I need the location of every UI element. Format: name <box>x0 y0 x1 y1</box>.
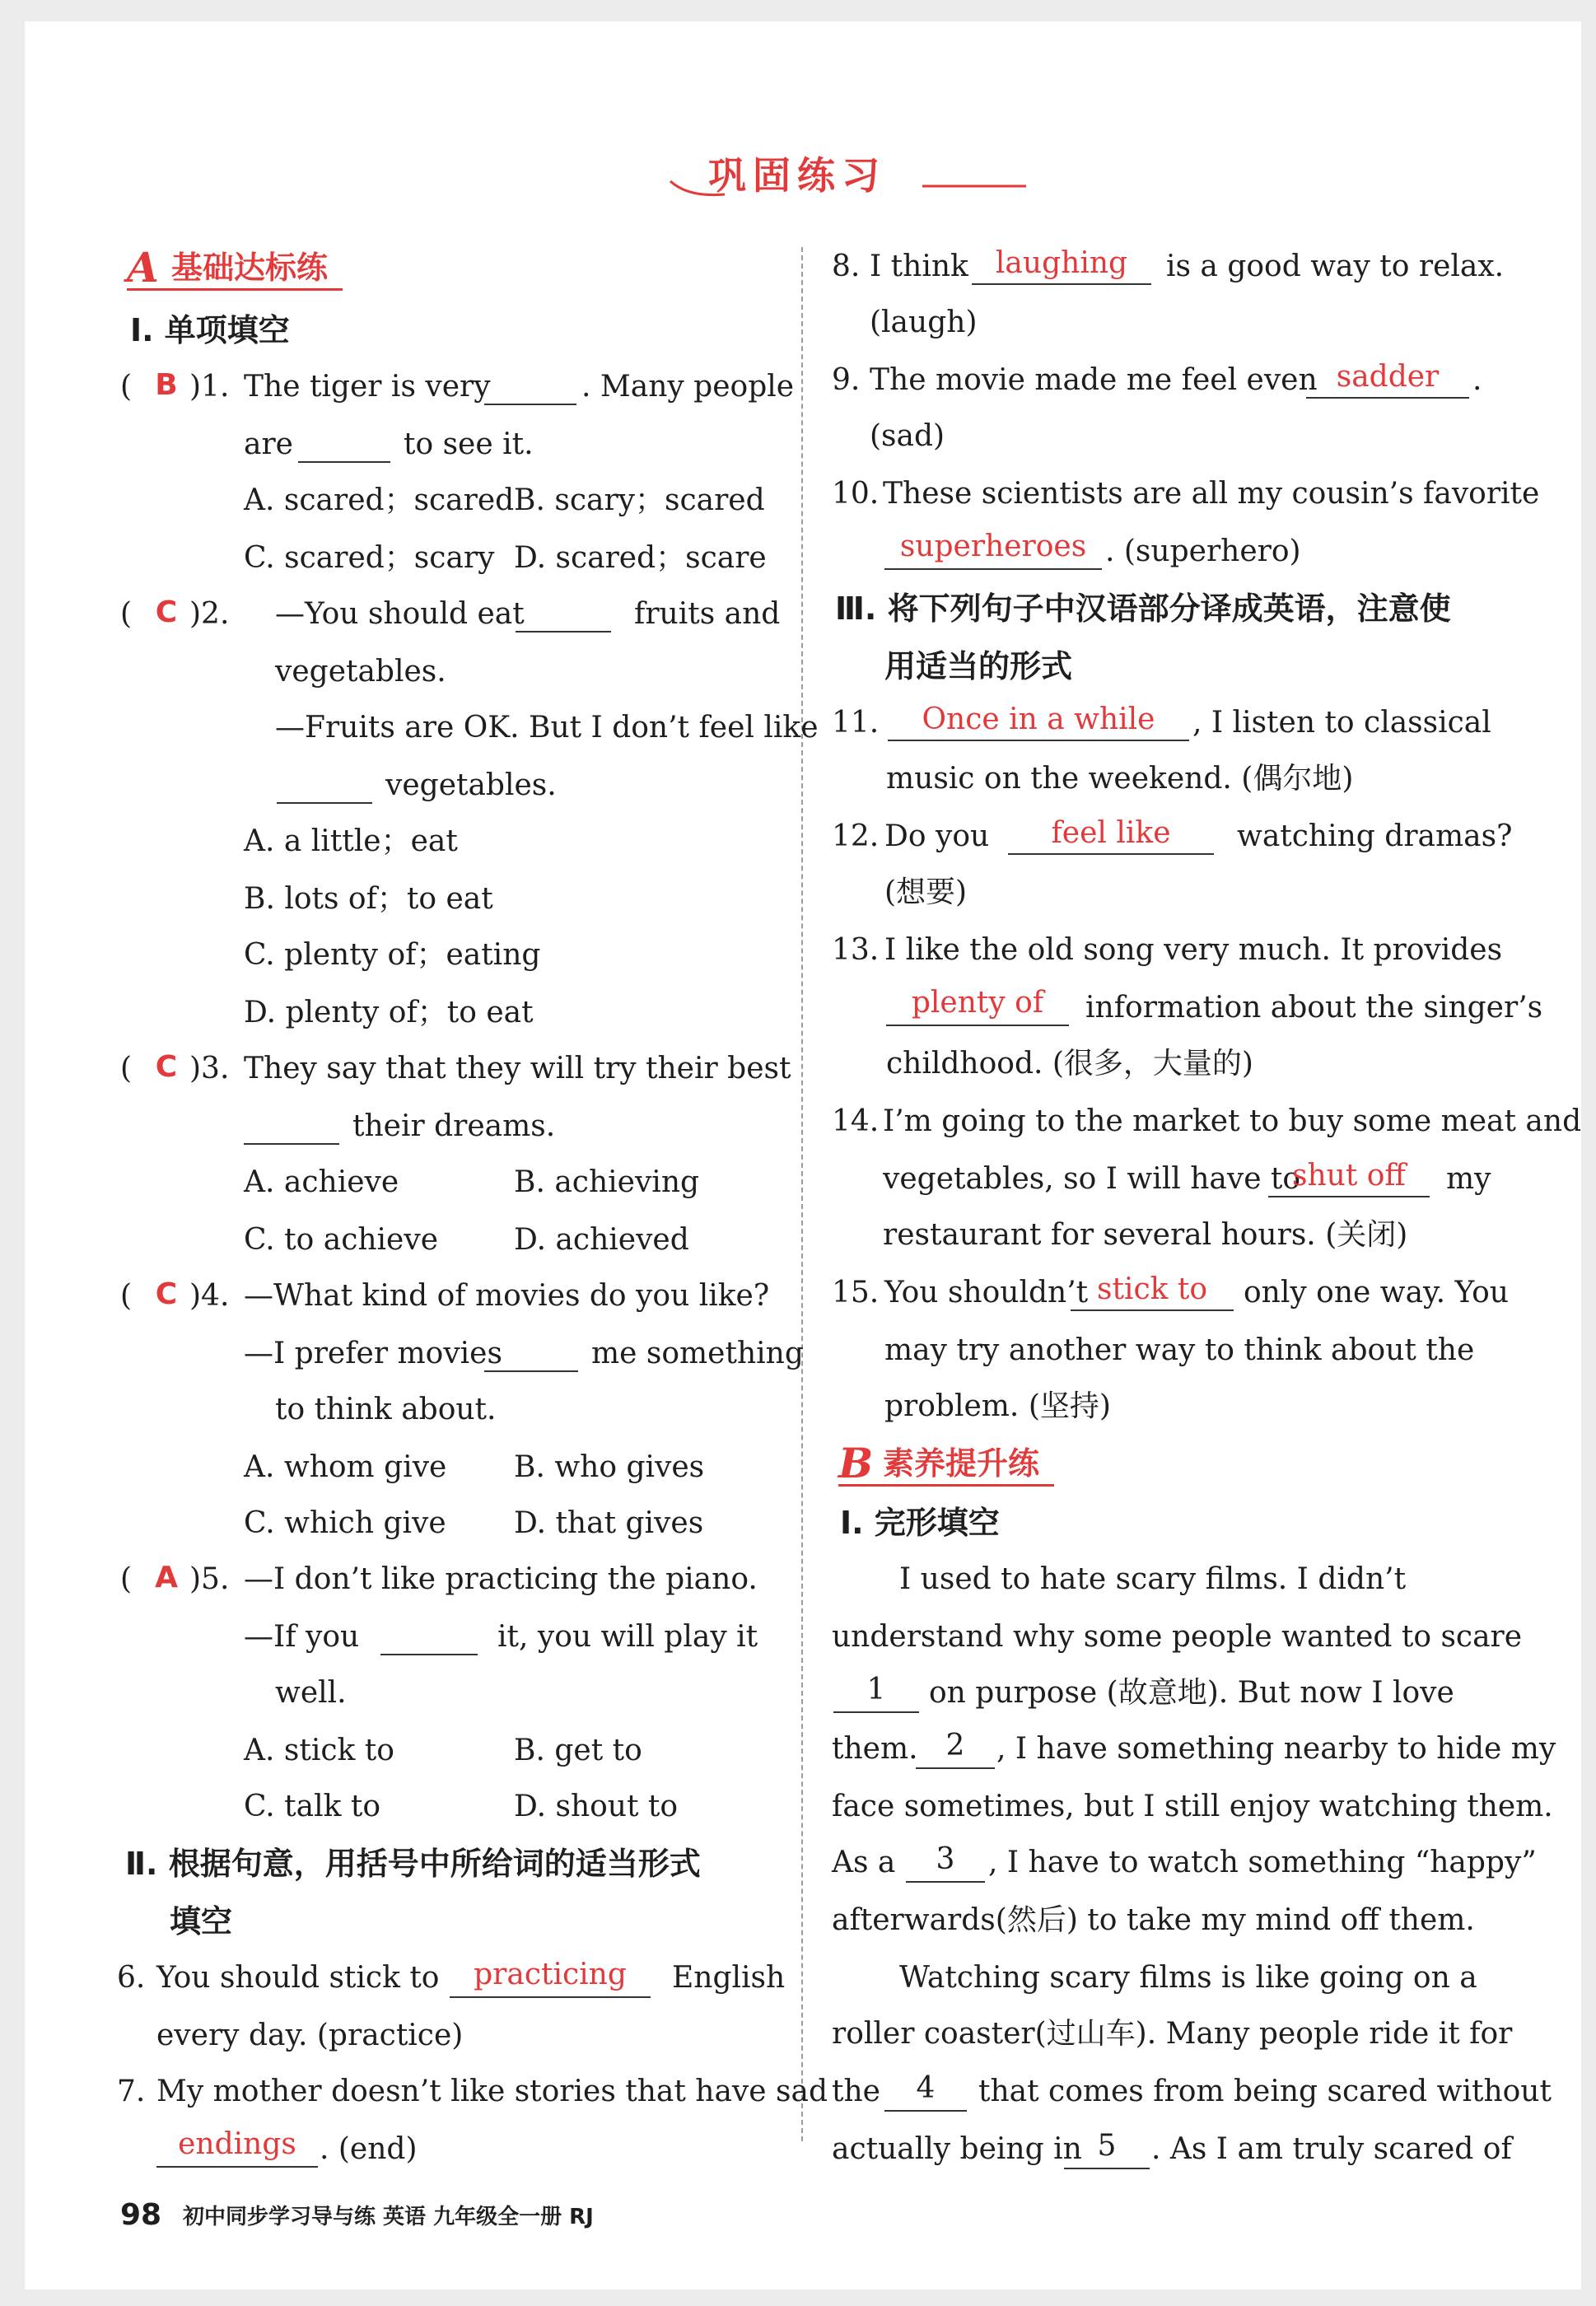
q4-option-d: D. that gives <box>514 1506 704 1540</box>
q1-text-2a: are <box>244 427 293 461</box>
cloze-p2-line4a: actually being in <box>832 2132 1082 2166</box>
q5-option-b: B. get to <box>514 1734 642 1767</box>
page-number: 98 <box>120 2198 162 2232</box>
q15-text-3: problem. (坚持) <box>884 1389 1111 1423</box>
q1-option-b: B. scary；scared <box>514 483 765 517</box>
q1-number: )1. <box>189 370 230 404</box>
q3-text-1: They say that they will try their best <box>244 1052 791 1085</box>
q4-blank-1 <box>484 1370 578 1372</box>
q3-text-2: their dreams. <box>352 1109 556 1143</box>
q4-option-b: B. who gives <box>514 1450 705 1484</box>
q2-open-paren: ( <box>120 597 133 631</box>
q10-text-b: . (superhero) <box>1105 534 1301 568</box>
cloze-blank-3 <box>906 1881 985 1883</box>
part2-title-line1: Ⅱ. 根据句意，用括号中所给词的适当形式 <box>125 1846 701 1882</box>
q1-option-d: D. scared；scare <box>514 541 767 575</box>
q7-text-b: . (end) <box>320 2132 418 2166</box>
cloze-p1-line4a: them. <box>832 1732 918 1766</box>
cloze-p2-line3a: the <box>832 2075 880 2108</box>
q14-text-b2: my <box>1446 1162 1491 1196</box>
q2-option-a: A. a little；eat <box>244 824 458 858</box>
q12-answer: feel like <box>1051 816 1171 850</box>
part2-title-line2: 填空 <box>170 1903 233 1940</box>
q12-text-2: (想要) <box>884 875 968 909</box>
q2-option-d: D. plenty of；to eat <box>244 996 534 1029</box>
q6-text-a: You should stick to <box>156 1961 440 1995</box>
q12-text-a: Do you <box>884 819 990 853</box>
part3-title-line2: 用适当的形式 <box>884 648 1073 684</box>
q9-answer: sadder <box>1336 360 1440 394</box>
q5-number: )5. <box>189 1562 230 1596</box>
q5-text-3: well. <box>275 1676 347 1710</box>
cloze-p1-line4b: , I have something nearby to hide my <box>996 1732 1556 1766</box>
q15-blank <box>1071 1309 1234 1311</box>
q12-text-b: watching dramas? <box>1237 819 1513 853</box>
cloze-p2-line3b: that comes from being scared without <box>978 2075 1552 2108</box>
q12-number: 12. <box>832 819 880 853</box>
q14-blank <box>1268 1196 1430 1197</box>
q4-number: )4. <box>189 1279 230 1313</box>
q6-number: 6. <box>117 1961 146 1995</box>
q4-text-2b: me something <box>591 1337 804 1370</box>
cloze-blank-1-number: 1 <box>866 1673 886 1706</box>
q3-number: )3. <box>189 1052 230 1085</box>
q6-answer: practicing <box>474 1958 627 1991</box>
q5-answer: A <box>155 1561 178 1594</box>
q1-blank-2 <box>298 461 390 463</box>
q9-text-a: The movie made me feel even <box>870 363 1318 397</box>
q11-answer: Once in a while <box>922 703 1155 736</box>
q8-text-a: I think <box>870 250 968 283</box>
q6-blank <box>450 1996 651 1998</box>
q5-blank-1 <box>380 1654 478 1655</box>
cloze-p1-line1: I used to hate scary films. I didn’t <box>899 1562 1407 1596</box>
cloze-p2-line1: Watching scary films is like going on a <box>899 1961 1477 1995</box>
q11-blank <box>888 740 1189 741</box>
q2-answer: C <box>155 595 178 629</box>
q7-text-a: My mother doesn’t like stories that have sad <box>156 2075 828 2108</box>
q11-text-2: music on the weekend. (偶尔地) <box>886 762 1354 796</box>
q2-option-c: C. plenty of；eating <box>244 938 541 972</box>
section-a-label: 基础达标练 <box>171 250 329 286</box>
q8-text-2: (laugh) <box>870 306 978 339</box>
q5-option-c: C. talk to <box>244 1790 380 1823</box>
q11-number: 11. <box>832 706 880 740</box>
cloze-p2-line2: roller coaster(过山车). Many people ride it for <box>832 2017 1513 2051</box>
q1-open-paren: ( <box>120 370 133 404</box>
q4-text-2a: —I prefer movies <box>244 1337 502 1370</box>
q13-number: 13. <box>832 933 880 967</box>
q5-text-2a: —If you <box>244 1620 360 1654</box>
q2-blank-2 <box>277 802 372 804</box>
q8-answer: laughing <box>995 246 1128 280</box>
q10-number: 10. <box>832 477 880 511</box>
q4-open-paren: ( <box>120 1279 133 1313</box>
q14-text-b1: vegetables, so I will have to <box>883 1162 1301 1196</box>
q5-option-d: D. shout to <box>514 1790 679 1823</box>
q10-text-a: These scientists are all my cousin’s favorite <box>883 477 1540 511</box>
q13-text-3: childhood. (很多，大量的) <box>886 1047 1253 1081</box>
q4-text-3: to think about. <box>275 1393 497 1426</box>
q4-text-1: —What kind of movies do you like? <box>244 1279 770 1313</box>
cloze-p1-line5: face sometimes, but I still enjoy watching them. <box>832 1790 1553 1823</box>
cloze-p1-line7: afterwards(然后) to take my mind off them. <box>832 1903 1475 1937</box>
cloze-p2-line4b: . As I am truly scared of <box>1151 2132 1512 2166</box>
q1-option-c: C. scared；scary <box>244 541 495 575</box>
q14-answer: shut off <box>1291 1159 1406 1193</box>
q9-number: 9. <box>832 363 861 397</box>
q4-option-c: C. which give <box>244 1506 446 1540</box>
q9-text-b: . <box>1472 363 1482 397</box>
q14-text-a: I’m going to the market to buy some meat and <box>883 1104 1582 1138</box>
q13-text-a: I like the old song very much. It provides <box>884 933 1503 967</box>
q2-text-1b: fruits and <box>634 597 781 631</box>
q3-option-a: A. achieve <box>244 1165 399 1199</box>
column-divider <box>801 247 803 2141</box>
q1-blank-1 <box>484 404 576 405</box>
q8-blank <box>972 283 1151 285</box>
cloze-blank-5 <box>1064 2168 1150 2169</box>
cloze-blank-5-number: 5 <box>1097 2129 1117 2163</box>
cloze-title: Ⅰ. 完形填空 <box>840 1505 1000 1541</box>
q2-text-3: —Fruits are OK. But I don’t feel like <box>275 711 819 745</box>
q3-open-paren: ( <box>120 1052 133 1085</box>
q14-text-3: restaurant for several hours. (关闭) <box>883 1218 1408 1252</box>
q6-text-b: English <box>672 1961 786 1995</box>
q1-answer: B <box>155 368 178 402</box>
q13-text-b: information about the singer’s <box>1085 991 1543 1025</box>
q1-text-1b: . Many people <box>581 370 795 404</box>
q2-text-1a: —You should eat <box>275 597 525 631</box>
q7-blank <box>156 2166 318 2168</box>
book-title: 初中同步学习导与练 英语 九年级全一册 RJ <box>183 2205 594 2229</box>
q5-open-paren: ( <box>120 1562 133 1596</box>
page-title: 巩固练习 <box>708 153 886 198</box>
q3-answer: C <box>155 1050 178 1084</box>
q10-answer: superheroes <box>899 530 1087 563</box>
q3-blank-1 <box>244 1143 339 1145</box>
q1-text-2b: to see it. <box>404 427 534 461</box>
q1-text-1a: The tiger is very <box>244 370 491 404</box>
q14-number: 14. <box>832 1104 880 1138</box>
q3-option-c: C. to achieve <box>244 1223 439 1257</box>
section-a-letter: A <box>127 243 159 292</box>
cloze-p1-line3: on purpose (故意地). But now I love <box>929 1676 1454 1710</box>
q2-option-b: B. lots of；to eat <box>244 882 493 916</box>
cloze-blank-4-number: 4 <box>916 2071 936 2105</box>
q9-text-2: (sad) <box>870 419 945 453</box>
q13-blank <box>886 1025 1069 1026</box>
q11-text-b: , I listen to classical <box>1192 706 1491 740</box>
q15-text-2: may try another way to think about the <box>884 1333 1475 1367</box>
q2-blank-1 <box>516 631 611 633</box>
q8-number: 8. <box>832 250 861 283</box>
q15-text-b: only one way. You <box>1244 1276 1509 1309</box>
q12-blank <box>1008 853 1214 855</box>
cloze-p1-line6a: As a <box>832 1846 896 1879</box>
q3-option-b: B. achieving <box>514 1165 700 1199</box>
q7-number: 7. <box>117 2075 146 2108</box>
q8-text-b: is a good way to relax. <box>1166 250 1505 283</box>
q5-option-a: A. stick to <box>244 1734 394 1767</box>
q2-number: )2. <box>189 597 230 631</box>
q7-answer: endings <box>178 2127 296 2161</box>
cloze-blank-3-number: 3 <box>936 1842 955 1876</box>
cloze-blank-2-number: 2 <box>945 1729 965 1762</box>
cloze-blank-1 <box>833 1711 919 1713</box>
q2-text-4: vegetables. <box>385 768 557 802</box>
cloze-blank-4 <box>884 2110 967 2112</box>
q5-text-2b: it, you will play it <box>497 1620 758 1654</box>
q13-answer: plenty of <box>911 986 1044 1020</box>
q4-answer: C <box>155 1277 178 1311</box>
cloze-p1-line2: understand why some people wanted to scare <box>832 1620 1523 1654</box>
q15-number: 15. <box>832 1276 880 1309</box>
section-b-underline <box>838 1484 1054 1487</box>
q5-text-1: —I don’t like practicing the piano. <box>244 1562 758 1596</box>
q6-text-2: every day. (practice) <box>156 2019 464 2052</box>
cloze-blank-2 <box>916 1767 995 1769</box>
part3-title-line1: Ⅲ. 将下列句子中汉语部分译成英语，注意使 <box>835 591 1451 627</box>
cloze-p1-line6b: , I have to watch something “happy” <box>988 1846 1537 1879</box>
q9-blank <box>1306 397 1469 399</box>
section-b-label: 素养提升练 <box>883 1445 1040 1482</box>
section-a-underline <box>127 288 343 291</box>
q15-text-a: You shouldn’t <box>884 1276 1089 1309</box>
q15-answer: stick to <box>1096 1272 1207 1306</box>
q4-option-a: A. whom give <box>244 1450 447 1484</box>
q2-text-2: vegetables. <box>275 655 446 689</box>
q10-blank <box>884 568 1102 570</box>
part1-title: Ⅰ. 单项填空 <box>130 312 290 348</box>
q3-option-d: D. achieved <box>514 1223 689 1257</box>
q1-option-a: A. scared；scared <box>244 483 515 517</box>
section-b-letter: B <box>838 1439 874 1487</box>
